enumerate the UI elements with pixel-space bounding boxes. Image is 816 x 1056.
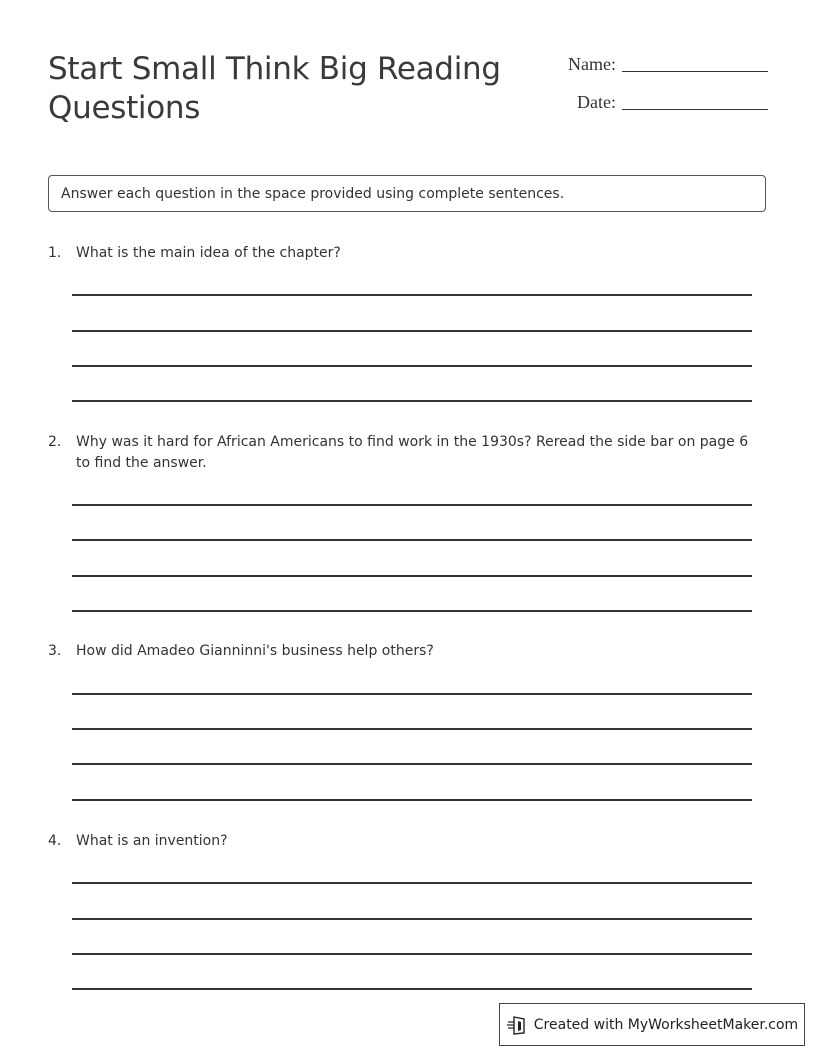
question-item — [48, 831, 766, 852]
date-field — [577, 91, 768, 113]
question-text: How did Amadeo Gianninni's business help others? — [76, 643, 434, 659]
name-label: Name: — [568, 54, 616, 74]
answer-line[interactable] — [72, 330, 752, 332]
answer-line[interactable] — [72, 539, 752, 541]
question-number: 3. — [48, 643, 62, 659]
answer-line[interactable] — [72, 610, 752, 612]
footer-badge[interactable] — [499, 1003, 805, 1046]
question-item — [48, 432, 766, 474]
question-item — [48, 243, 766, 264]
answer-line[interactable] — [72, 693, 752, 695]
name-blank-line[interactable] — [622, 53, 768, 72]
answer-line[interactable] — [72, 988, 752, 990]
question-number: 1. — [48, 245, 62, 261]
name-field — [568, 53, 768, 75]
question-number: 4. — [48, 833, 62, 849]
answer-line[interactable] — [72, 575, 752, 577]
answer-line[interactable] — [72, 294, 752, 296]
worksheet-maker-logo-icon — [506, 1014, 528, 1036]
instructions-box — [48, 175, 766, 212]
answer-line[interactable] — [72, 504, 752, 506]
footer-text: Created with MyWorksheetMaker.com — [533, 1016, 799, 1033]
answer-line[interactable] — [72, 953, 752, 955]
answer-line[interactable] — [72, 365, 752, 367]
question-text: What is an invention? — [76, 833, 228, 849]
answer-line[interactable] — [72, 882, 752, 884]
question-text: Why was it hard for African Americans to find work in the 1930s? Reread the side bar on page 6 to find the answer. — [76, 434, 749, 471]
date-label: Date: — [577, 92, 616, 112]
answer-line[interactable] — [72, 799, 752, 801]
question-text: What is the main idea of the chapter? — [76, 245, 341, 261]
answer-line[interactable] — [72, 918, 752, 920]
date-blank-line[interactable] — [622, 91, 768, 110]
answer-line[interactable] — [72, 763, 752, 765]
question-item — [48, 641, 766, 662]
answer-line[interactable] — [72, 400, 752, 402]
worksheet-title: Start Small Think Big Reading Questions — [48, 51, 501, 126]
question-number: 2. — [48, 434, 62, 450]
answer-line[interactable] — [72, 728, 752, 730]
instructions-text: Answer each question in the space provided using complete sentences. — [61, 185, 565, 202]
